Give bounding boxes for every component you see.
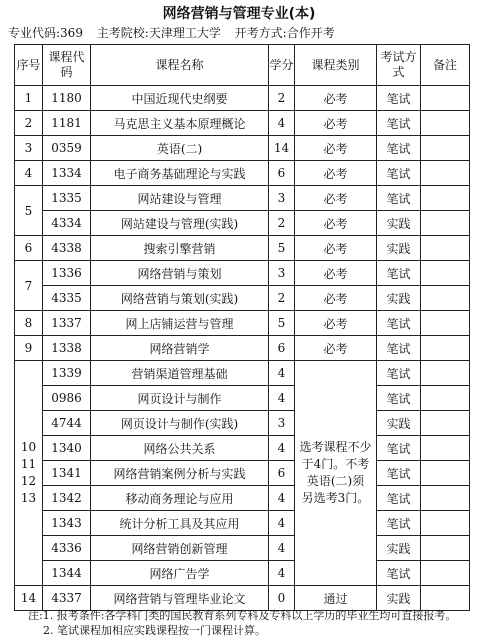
elective-seq-line: 10 [20,440,37,454]
name-cell: 英语(二) [91,136,269,161]
note-cell [421,186,470,211]
note-cell [421,386,470,411]
note-cell [421,336,470,361]
credit-cell: 5 [269,236,295,261]
name-cell: 网站建设与管理 [91,186,269,211]
credit-cell: 4 [269,386,295,411]
credit-cell: 0 [269,586,295,611]
credit-cell: 3 [269,411,295,436]
table-row [15,86,470,111]
table-row [15,236,470,261]
table-row [15,411,470,436]
type-cell: 必考 [295,186,377,211]
code-cell: 4336 [43,536,91,561]
note-cell [421,461,470,486]
name-cell: 营销渠道管理基础 [91,361,269,386]
code-cell: 0986 [43,386,91,411]
credit-cell: 14 [269,136,295,161]
table-row [15,361,470,386]
credit-cell: 2 [269,286,295,311]
type-cell: 必考 [295,86,377,111]
table-row [15,111,470,136]
exam-cell: 笔试 [377,261,421,286]
table-row [15,161,470,186]
table-row [15,286,470,311]
note-line-1: 注:1. 报考条件:各学科门类的国民教育系列专科及专科以上学历的毕业生均可直接报考。 [28,609,457,622]
name-cell: 网络广告学 [91,561,269,586]
table-header-row [15,45,470,86]
exam-cell: 笔试 [377,561,421,586]
code-cell: 1334 [43,161,91,186]
name-cell: 马克思主义基本原理概论 [91,111,269,136]
code-cell: 4334 [43,211,91,236]
name-cell: 网页设计与制作(实践) [91,411,269,436]
name-cell: 中国近现代史纲要 [91,86,269,111]
table-row [15,136,470,161]
seq-cell: 2 [15,111,43,136]
exam-cell: 笔试 [377,386,421,411]
exam-cell: 笔试 [377,136,421,161]
table-row [15,386,470,411]
code-cell: 1180 [43,86,91,111]
table-row [15,261,470,286]
note-cell [421,486,470,511]
elective-seq-line: 13 [20,491,37,505]
table-row [15,561,470,586]
code-cell: 1337 [43,311,91,336]
name-cell: 网络营销学 [91,336,269,361]
table-row [15,211,470,236]
type-cell: 必考 [295,136,377,161]
table-row [15,536,470,561]
code-cell: 4335 [43,286,91,311]
table-row [15,186,470,211]
exam-cell: 笔试 [377,186,421,211]
code-cell: 1336 [43,261,91,286]
name-cell: 网络公共关系 [91,436,269,461]
table-row [15,511,470,536]
code-cell: 1335 [43,186,91,211]
name-cell: 网站建设与管理(实践) [91,211,269,236]
elective-rule-line: 另选考3门。 [301,491,370,505]
elective-rule-line: 于4门。不考 [301,457,370,471]
type-cell: 必考 [295,236,377,261]
elective-rule-line: 选考课程不少 [299,440,372,454]
seq-cell: 8 [15,311,43,336]
note-cell [421,211,470,236]
exam-cell: 笔试 [377,111,421,136]
code-cell: 1181 [43,111,91,136]
name-cell: 网上店铺运营与管理 [91,311,269,336]
table-row [15,336,470,361]
page-title: 网络营销与管理专业(本) [162,6,316,22]
name-cell: 网页设计与制作 [91,386,269,411]
seq-cell: 4 [15,161,43,186]
code-cell: 4744 [43,411,91,436]
credit-cell: 4 [269,361,295,386]
credit-cell: 4 [269,511,295,536]
credit-cell: 4 [269,436,295,461]
header-note: 备注 [421,45,470,86]
program-code: 专业代码:369 [8,26,83,40]
credit-cell: 4 [269,561,295,586]
note-cell [421,236,470,261]
exam-mode: 开考方式:合作开考 [234,26,335,40]
elective-type-cell [295,361,377,586]
name-cell: 网络营销与策划 [91,261,269,286]
note-cell [421,411,470,436]
header-exam: 考试方式 [377,45,421,86]
exam-cell: 笔试 [377,461,421,486]
name-cell: 搜索引擎营销 [91,236,269,261]
exam-cell: 笔试 [377,86,421,111]
header-credit: 学分 [269,45,295,86]
note-cell [421,436,470,461]
table-row [15,486,470,511]
code-cell: 0359 [43,136,91,161]
type-cell: 必考 [295,261,377,286]
type-cell: 必考 [295,286,377,311]
credit-cell: 6 [269,161,295,186]
note-cell [421,536,470,561]
seq-cell: 5 [15,186,43,236]
credit-cell: 3 [269,186,295,211]
code-cell: 1339 [43,361,91,386]
code-cell: 1342 [43,486,91,511]
table-row [15,586,470,611]
code-cell: 1343 [43,511,91,536]
header-seq: 序号 [15,45,43,86]
exam-cell: 笔试 [377,361,421,386]
seq-cell: 1 [15,86,43,111]
credit-cell: 2 [269,211,295,236]
exam-school: 主考院校:天津理工大学 [96,26,221,40]
exam-cell: 实践 [377,286,421,311]
type-cell: 通过 [295,586,377,611]
program-info [8,24,345,41]
note-cell [421,586,470,611]
note-cell [421,511,470,536]
credit-cell: 6 [269,461,295,486]
header-code: 课程代码 [43,45,91,86]
code-cell: 4337 [43,586,91,611]
elective-rule-line: 英语(二)须 [306,474,365,488]
name-cell: 统计分析工具及其应用 [91,511,269,536]
exam-cell: 实践 [377,411,421,436]
note-line-2: 2. 笔试课程加相应实践课程按一门课程计算。 [43,624,266,637]
exam-cell: 笔试 [377,511,421,536]
name-cell: 网络营销案例分析与实践 [91,461,269,486]
type-cell: 必考 [295,336,377,361]
exam-cell: 实践 [377,536,421,561]
exam-cell: 笔试 [377,436,421,461]
exam-cell: 笔试 [377,311,421,336]
header-name: 课程名称 [91,45,269,86]
credit-cell: 4 [269,486,295,511]
elective-seq-line: 12 [20,474,37,488]
credit-cell: 3 [269,261,295,286]
exam-cell: 实践 [377,586,421,611]
course-table [14,44,470,611]
type-cell: 必考 [295,111,377,136]
type-cell: 必考 [295,311,377,336]
seq-cell: 3 [15,136,43,161]
table-row [15,436,470,461]
code-cell: 4338 [43,236,91,261]
seq-cell: 9 [15,336,43,361]
exam-cell: 实践 [377,211,421,236]
name-cell: 移动商务理论与应用 [91,486,269,511]
credit-cell: 5 [269,311,295,336]
note-cell [421,561,470,586]
seq-cell: 6 [15,236,43,261]
exam-cell: 实践 [377,236,421,261]
name-cell: 网络营销与策划(实践) [91,286,269,311]
note-cell [421,261,470,286]
header-type: 课程类别 [295,45,377,86]
credit-cell: 4 [269,111,295,136]
elective-seq-cell [15,361,43,586]
footnotes [28,608,456,638]
code-cell: 1340 [43,436,91,461]
code-cell: 1344 [43,561,91,586]
name-cell: 网络营销与管理毕业论文 [91,586,269,611]
note-cell [421,136,470,161]
elective-seq-line: 11 [20,457,37,471]
credit-cell: 4 [269,536,295,561]
credit-cell: 6 [269,336,295,361]
seq-cell: 14 [15,586,43,611]
note-cell [421,86,470,111]
table-row [15,311,470,336]
name-cell: 电子商务基础理论与实践 [91,161,269,186]
table-row [15,461,470,486]
code-cell: 1338 [43,336,91,361]
type-cell: 必考 [295,161,377,186]
type-cell: 必考 [295,211,377,236]
exam-cell: 笔试 [377,161,421,186]
note-cell [421,286,470,311]
code-cell: 1341 [43,461,91,486]
exam-cell: 笔试 [377,486,421,511]
note-cell [421,361,470,386]
credit-cell: 2 [269,86,295,111]
name-cell: 网络营销创新管理 [91,536,269,561]
seq-cell: 7 [15,261,43,311]
note-cell [421,311,470,336]
exam-cell: 笔试 [377,336,421,361]
note-cell [421,111,470,136]
note-cell [421,161,470,186]
